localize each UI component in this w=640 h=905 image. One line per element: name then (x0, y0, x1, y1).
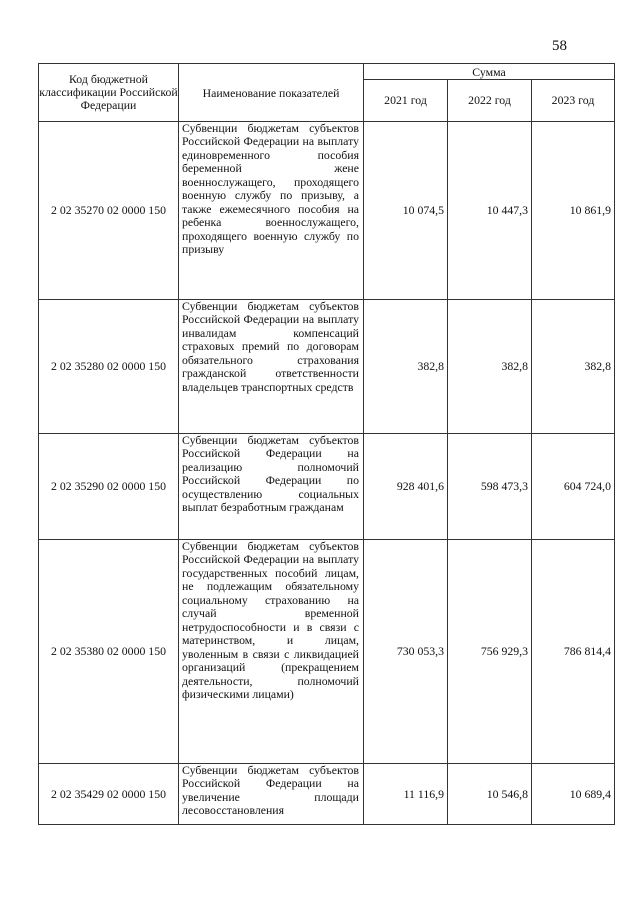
row-value-2022: 10 546,8 (448, 764, 532, 825)
row-code: 2 02 35290 02 0000 150 (39, 434, 179, 540)
table-row (39, 764, 615, 825)
row-value-2021: 730 053,3 (364, 540, 448, 764)
header-sum: Сумма (364, 64, 615, 80)
row-name-cell (179, 122, 364, 300)
row-value-2022: 756 929,3 (448, 540, 532, 764)
row-name-cell (179, 540, 364, 764)
table-row (39, 300, 615, 434)
row-value-2023: 382,8 (532, 300, 615, 434)
row-name-cell (179, 764, 364, 825)
row-name: Субвенции бюджетам субъектов Российской Федерации на выплату инвалидам компенсаций страховых премий по договорам обязательного страхования гражданской ответственности владельцев транспортных средств (182, 299, 359, 394)
row-value-2021: 382,8 (364, 300, 448, 434)
row-name: Субвенции бюджетам субъектов Российской Федерации на увеличение площади лесовосстановления (182, 763, 359, 818)
row-name-cell (179, 434, 364, 540)
row-name: Субвенции бюджетам субъектов Российской Федерации на выплату единовременного пособия беременной жене военнослужащего, проходящего военную службу по призыву, а также ежемесячного пособия на ребенка военнослужащего, проходящего военную службу по призыву (182, 121, 359, 257)
row-value-2023: 786 814,4 (532, 540, 615, 764)
header-budget-code: Код бюджетной классификации Российской Федерации (39, 64, 179, 122)
row-value-2023: 10 689,4 (532, 764, 615, 825)
row-name: Субвенции бюджетам субъектов Российской Федерации на выплату государственных пособий лицам, не подлежащим обязательному социальному страхованию на случай временной нетрудоспособности и в связи с материнством, и лицам, уволенным в связи с ликвидацией организаций (прекращением деятельности, полномочий физическими лицами) (182, 539, 359, 701)
row-code: 2 02 35429 02 0000 150 (39, 764, 179, 825)
header-year-2022: 2022 год (448, 80, 532, 122)
header-year-2023: 2023 год (532, 80, 615, 122)
row-code: 2 02 35380 02 0000 150 (39, 540, 179, 764)
budget-revenue-table (38, 63, 615, 825)
row-value-2021: 10 074,5 (364, 122, 448, 300)
header-indicator-name: Наименование показателей (179, 64, 364, 122)
row-code: 2 02 35280 02 0000 150 (39, 300, 179, 434)
table-row (39, 122, 615, 300)
row-value-2021: 11 116,9 (364, 764, 448, 825)
row-value-2021: 928 401,6 (364, 434, 448, 540)
header-year-2021: 2021 год (364, 80, 448, 122)
row-code: 2 02 35270 02 0000 150 (39, 122, 179, 300)
row-value-2023: 10 861,9 (532, 122, 615, 300)
row-name: Субвенции бюджетам субъектов Российской Федерации на реализацию полномочий Российской Федерации по осуществлению социальных выплат безработным гражданам (182, 433, 359, 515)
row-value-2022: 10 447,3 (448, 122, 532, 300)
page-number: 58 (552, 38, 567, 54)
table-row (39, 434, 615, 540)
row-value-2023: 604 724,0 (532, 434, 615, 540)
row-name-cell (179, 300, 364, 434)
row-value-2022: 382,8 (448, 300, 532, 434)
table-row (39, 540, 615, 764)
row-value-2022: 598 473,3 (448, 434, 532, 540)
